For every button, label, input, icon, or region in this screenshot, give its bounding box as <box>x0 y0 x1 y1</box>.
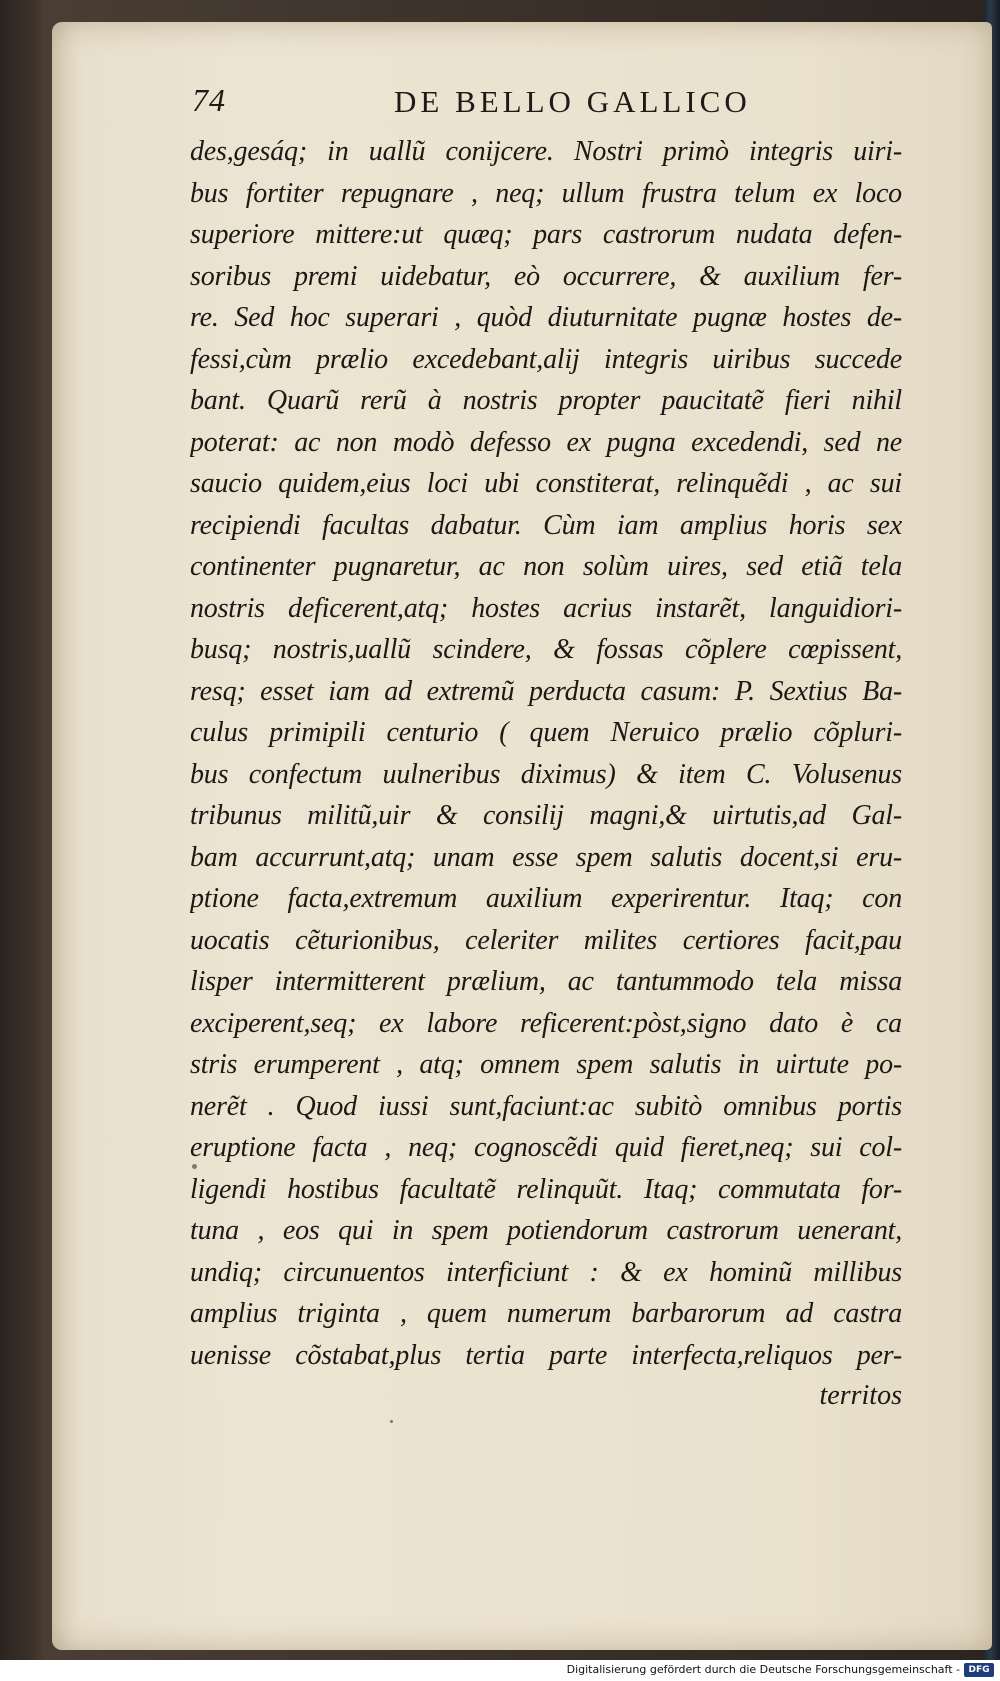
text-line: ptione facta,extremum auxilium experirentur. Itaq; con <box>190 883 902 914</box>
text-line: uenisse cõstabat,plus tertia parte interfecta,reliquos per- <box>190 1339 902 1371</box>
page-number: 74 <box>192 82 226 118</box>
dfg-logo: DFG <box>964 1663 994 1677</box>
digitization-credit: Digitalisierung gefördert durch die Deutsche Forschungsgemeinschaft - <box>566 1663 960 1676</box>
text-line: continenter pugnaretur, ac non solùm uires, sed etiã tela <box>190 551 902 582</box>
text-line: des,gesáq; in uallũ conijcere. Nostri primò integris uiri- <box>190 136 902 167</box>
text-line: re. Sed hoc superari , quòd diuturnitate pugnæ hostes de- <box>190 302 902 333</box>
running-title: DE BELLO GALLICO <box>394 84 751 119</box>
text-line: poterat: ac non modò defesso ex pugna excedendi, sed ne <box>190 426 902 458</box>
catchword: territos <box>819 1380 902 1411</box>
text-line: busq; nostris,uallũ scindere, & fossas cõplere cœpissent, <box>190 634 902 665</box>
text-line: bam accurrunt,atq; unam esse spem salutis docent,si eru- <box>190 841 902 873</box>
text-line: fessi,cùm prælio excedebant,alij integris uiribus succede <box>190 343 902 375</box>
text-line: ligendi hostibus facultatẽ relinquũt. Itaq; commutata for- <box>190 1173 902 1205</box>
text-line: soribus premi uidebatur, eò occurrere, & auxilium fer- <box>190 260 902 292</box>
text-line: bant. Quarũ rerũ à nostris propter paucitatẽ fieri nihil <box>190 385 902 416</box>
text-line: stris erumperent , atq; omnem spem salutis in uirtute po- <box>190 1049 902 1080</box>
running-head <box>192 82 892 130</box>
text-line: amplius triginta , quem numerum barbarorum ad castra <box>190 1298 902 1329</box>
text-line: recipiendi facultas dabatur. Cùm iam amplius horis sex <box>190 509 902 541</box>
text-line: tribunus militũ,uir & consilij magni,& uirtutis,ad Gal- <box>190 800 902 831</box>
text-line: tuna , eos qui in spem potiendorum castrorum uenerant, <box>190 1215 902 1246</box>
body-text <box>190 131 902 1416</box>
ink-speck <box>390 1420 393 1423</box>
text-line: resq; esset iam ad extremũ perducta casum: P. Sextius Ba- <box>190 675 902 707</box>
text-line: nerẽt . Quod iussi sunt,faciunt:ac subitò omnibus portis <box>190 1090 902 1122</box>
text-line: nostris deficerent,atq; hostes acrius instarẽt, languidiori- <box>190 592 902 624</box>
text-line: bus confectum uulneribus diximus) & item C. Volusenus <box>190 758 902 790</box>
text-line: uocatis cẽturionibus, celeriter milites certiores facit,pau <box>190 924 902 956</box>
text-line: undiq; circunuentos interficiunt : & ex hominũ millibus <box>190 1256 902 1288</box>
text-line: eruptione facta , neq; cognoscẽdi quid fieret,neq; sui col- <box>190 1132 902 1163</box>
text-line: culus primipili centurio ( quem Neruico prælio cõpluri- <box>190 717 902 748</box>
text-line: exciperent,seq; ex labore reficerent:pòst,signo dato è ca <box>190 1007 902 1039</box>
text-line: bus fortiter repugnare , neq; ullum frustra telum ex loco <box>190 177 902 209</box>
text-line: superiore mittere:ut quæq; pars castrorum nudata defen- <box>190 219 902 250</box>
text-line: saucio quidem,eius loci ubi constiterat, relinquẽdi , ac sui <box>190 468 902 499</box>
text-line: lisper intermitterent prælium, ac tantummodo tela missa <box>190 966 902 997</box>
